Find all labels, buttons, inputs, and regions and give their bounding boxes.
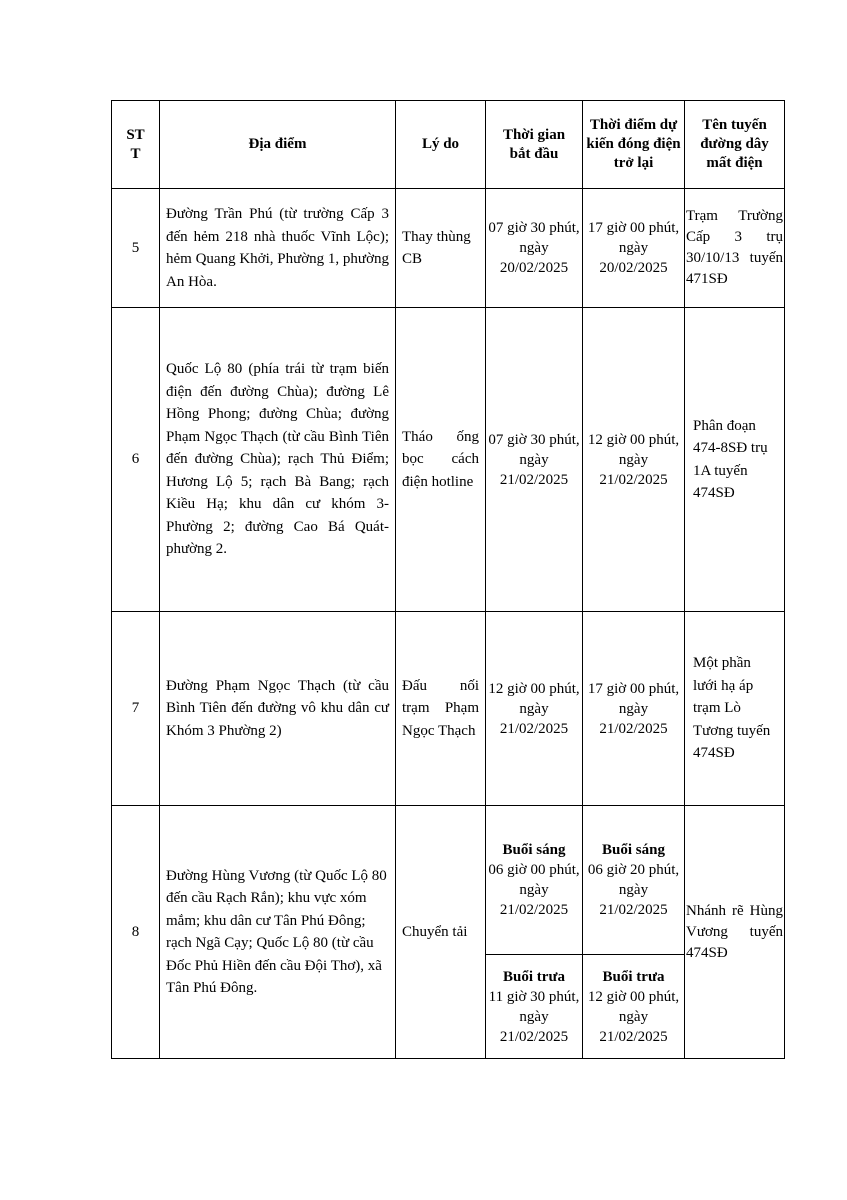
header-start-time: Thời gian bắt đầu [486,101,583,189]
row-reason: Đấu nối trạm Phạm Ngọc Thạch [396,612,486,806]
noon-label: Buổi trưa [602,968,665,985]
noon-label: Buổi trưa [503,968,565,985]
table-row [112,189,785,308]
morning-start-time [486,806,583,955]
row-stt: 6 [112,308,160,612]
header-stt: ST T [112,101,160,189]
header-line-name: Tên tuyến đường dây mất điện [685,101,785,189]
header-row [112,101,785,189]
table-row [112,612,785,806]
header-restore-time: Thời điểm dự kiến đóng điện trở lại [583,101,685,189]
morning-restore-value: 06 giờ 20 phút, ngày 21/02/2025 [587,862,680,918]
row-stt: 5 [112,189,160,308]
noon-restore-value: 12 giờ 00 phút, ngày 21/02/2025 [587,988,680,1045]
noon-start-value: 11 giờ 30 phút, ngày 21/02/2025 [488,988,580,1045]
morning-restore-time [583,806,685,955]
morning-label: Buổi sáng [502,842,566,858]
row-line-name: Nhánh rẽ Hùng Vương tuyến 474SĐ [685,806,785,1059]
row-location: Đường Hùng Vương (từ Quốc Lộ 80 đến cầu Rạch Rắn); khu vực xóm mắm; khu dân cư Tân Phú Đông; rạch Ngã Cạy; Quốc Lộ 80 (từ cầu Đốc Phủ Hiền đến cầu Đội Thơ), xã Tân Phú Đông. [160,806,396,1059]
row-reason: Tháo ống bọc cách điện hotline [396,308,486,612]
row-restore-time: 17 giờ 00 phút, ngày 21/02/2025 [583,612,685,806]
row-line-name: Trạm Trường Cấp 3 trụ 30/10/13 tuyến 471SĐ [685,189,785,308]
row-restore-time: 17 giờ 00 phút, ngày 20/02/2025 [583,189,685,308]
noon-start-time [486,955,583,1059]
row-stt: 7 [112,612,160,806]
row-start-time: 07 giờ 30 phút, ngày 21/02/2025 [486,308,583,612]
row-start-time: 12 giờ 00 phút, ngày 21/02/2025 [486,612,583,806]
morning-label: Buổi sáng [602,842,665,858]
table-row [112,806,785,955]
row-restore-time: 12 giờ 00 phút, ngày 21/02/2025 [583,308,685,612]
morning-start-value: 06 giờ 00 phút, ngày 21/02/2025 [488,862,580,918]
row-location: Đường Phạm Ngọc Thạch (từ cầu Bình Tiên đến đường vô khu dân cư Khóm 3 Phường 2) [160,612,396,806]
row-start-time: 07 giờ 30 phút, ngày 20/02/2025 [486,189,583,308]
row-location: Quốc Lộ 80 (phía trái từ trạm biến điện đến đường Chùa); đường Lê Hồng Phong; đường Chùa; đường Phạm Ngọc Thạch (từ cầu Bình Tiên đến đường Chùa); rạch Thủ Điểm; Hương Lộ 5; rạch Bà Bang; rạch Kiều Hạ; khu dân cư khóm 3- Phường 2; đường Cao Bá Quát- phường 2. [160,308,396,612]
table-row [112,308,785,612]
row-location: Đường Trần Phú (từ trường Cấp 3 đến hẻm 218 nhà thuốc Vĩnh Lộc); hẻm Quang Khởi, Phường 1, phường An Hòa. [160,189,396,308]
row-reason: Chuyển tải [396,806,486,1059]
outage-schedule-table [111,100,785,1059]
row-line-name: Một phần lưới hạ áp trạm Lò Tương tuyến 474SĐ [685,612,785,806]
noon-restore-time [583,955,685,1059]
row-stt: 8 [112,806,160,1059]
header-location: Địa điểm [160,101,396,189]
row-reason: Thay thùng CB [396,189,486,308]
row-line-name: Phân đoạn 474-8SĐ trụ 1A tuyến 474SĐ [685,308,785,612]
header-reason: Lý do [396,101,486,189]
